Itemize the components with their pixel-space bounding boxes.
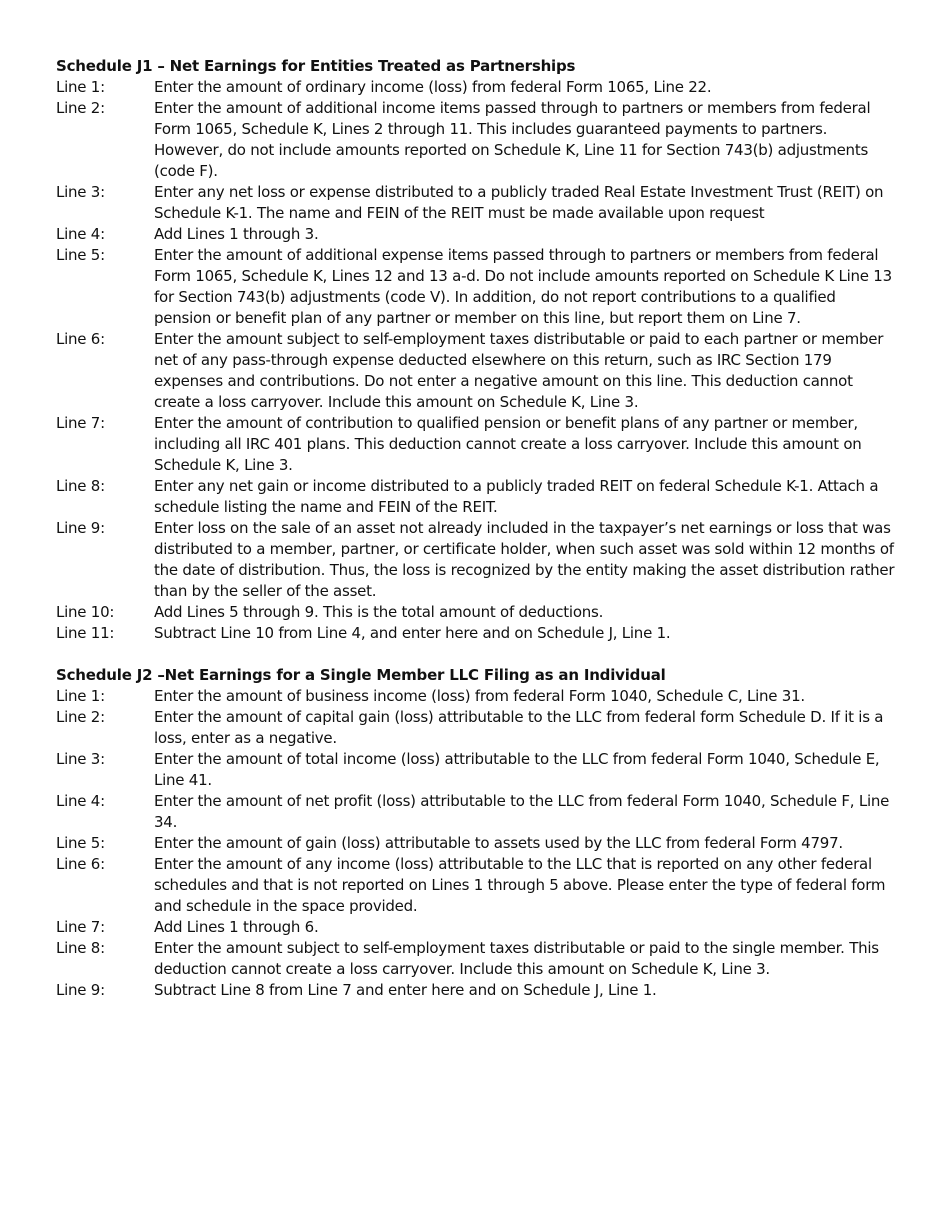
line-label: Line 10: bbox=[56, 603, 115, 621]
line-instruction: Add Lines 5 through 9. This is the total amount of deductions. bbox=[154, 603, 604, 621]
schedule-j1-line-5 bbox=[56, 245, 896, 329]
schedule-j1-line-1 bbox=[56, 77, 896, 98]
schedule-j1-title: Schedule J1 – Net Earnings for Entities Treated as Partnerships bbox=[56, 57, 576, 75]
line-label: Line 1: bbox=[56, 687, 105, 705]
line-instruction: Enter the amount of business income (loss) from federal Form 1040, Schedule C, Line 31. bbox=[154, 687, 805, 705]
line-label: Line 9: bbox=[56, 981, 105, 999]
line-instruction: Enter the amount of ordinary income (loss) from federal Form 1065, Line 22. bbox=[154, 78, 712, 96]
schedule-j2-line-2 bbox=[56, 707, 896, 749]
line-instruction: Enter any net loss or expense distributed to a publicly traded Real Estate Investment Trust (REIT) on Schedule K-1. The name and FEIN of the REIT must be made available upon request bbox=[154, 183, 884, 222]
line-label: Line 1: bbox=[56, 78, 105, 96]
line-label: Line 11: bbox=[56, 624, 115, 642]
line-instruction: Enter the amount of additional expense items passed through to partners or members from federal Form 1065, Schedule K, Lines 12 and 13 a-d. Do not include amounts reported on Schedule K Line 13 for Section 743(b) adjustments (code V). In addition, do not report contributions to a qualified pension or benefit plan of any partner or member on this line, but report them on Line 7. bbox=[154, 246, 892, 327]
line-instruction: Enter the amount of total income (loss) attributable to the LLC from federal Form 1040, Schedule E, Line 41. bbox=[154, 750, 880, 789]
schedule-j2-line-5 bbox=[56, 833, 896, 854]
schedule-j1-line-4 bbox=[56, 224, 896, 245]
schedule-j2-section bbox=[56, 665, 896, 1001]
line-instruction: Enter the amount of net profit (loss) attributable to the LLC from federal Form 1040, Schedule F, Line 34. bbox=[154, 792, 890, 831]
line-label: Line 5: bbox=[56, 246, 105, 264]
line-label: Line 6: bbox=[56, 330, 105, 348]
line-instruction: Add Lines 1 through 3. bbox=[154, 225, 319, 243]
line-instruction: Enter loss on the sale of an asset not already included in the taxpayer’s net earnings or loss that was distributed to a member, partner, or certificate holder, when such asset was sold within 12 months of the date of distribution. Thus, the loss is recognized by the entity making the asset distribution rather than by the seller of the asset. bbox=[154, 519, 895, 600]
schedule-j1-line-7 bbox=[56, 413, 896, 476]
schedule-j1-line-8 bbox=[56, 476, 896, 518]
schedule-j1-line-11 bbox=[56, 623, 896, 644]
schedule-j2-line-7 bbox=[56, 917, 896, 938]
schedule-j2-title: Schedule J2 –Net Earnings for a Single Member LLC Filing as an Individual bbox=[56, 666, 666, 684]
line-label: Line 2: bbox=[56, 708, 105, 726]
schedule-j1-line-9 bbox=[56, 518, 896, 602]
line-label: Line 8: bbox=[56, 939, 105, 957]
line-label: Line 7: bbox=[56, 414, 105, 432]
line-instruction: Enter the amount of capital gain (loss) attributable to the LLC from federal form Schedule D. If it is a loss, enter as a negative. bbox=[154, 708, 884, 747]
line-instruction: Enter the amount subject to self-employment taxes distributable or paid to the single member. This deduction cannot create a loss carryover. Include this amount on Schedule K, Line 3. bbox=[154, 939, 879, 978]
line-instruction: Enter the amount of any income (loss) attributable to the LLC that is reported on any other federal schedules and that is not reported on Lines 1 through 5 above. Please enter the type of federal form and schedule in the space provided. bbox=[154, 855, 886, 915]
schedule-j1-line-6 bbox=[56, 329, 896, 413]
line-instruction: Subtract Line 8 from Line 7 and enter here and on Schedule J, Line 1. bbox=[154, 981, 657, 999]
line-instruction: Enter the amount subject to self-employment taxes distributable or paid to each partner or member net of any pass-through expense deducted elsewhere on this return, such as IRC Section 179 expenses and contributions. Do not enter a negative amount on this line. This deduction cannot create a loss carryover. Include this amount on Schedule K, Line 3. bbox=[154, 330, 884, 411]
line-label: Line 7: bbox=[56, 918, 105, 936]
line-label: Line 3: bbox=[56, 183, 105, 201]
line-label: Line 5: bbox=[56, 834, 105, 852]
line-label: Line 9: bbox=[56, 519, 105, 537]
line-label: Line 8: bbox=[56, 477, 105, 495]
schedule-j1-line-10 bbox=[56, 602, 896, 623]
schedule-j2-line-9 bbox=[56, 980, 896, 1001]
line-label: Line 2: bbox=[56, 99, 105, 117]
schedule-j2-line-8 bbox=[56, 938, 896, 980]
line-instruction: Enter the amount of contribution to qualified pension or benefit plans of any partner or member, including all IRC 401 plans. This deduction cannot create a loss carryover. Include this amount on Schedule K, Line 3. bbox=[154, 414, 862, 474]
line-instruction: Enter the amount of additional income items passed through to partners or members from federal Form 1065, Schedule K, Lines 2 through 11. This includes guaranteed payments to partners. However, do not include amounts reported on Schedule K, Line 11 for Section 743(b) adjustments (code F). bbox=[154, 99, 871, 180]
line-label: Line 6: bbox=[56, 855, 105, 873]
line-label: Line 3: bbox=[56, 750, 105, 768]
schedule-j1-section bbox=[56, 56, 896, 644]
schedule-j1-line-3 bbox=[56, 182, 896, 224]
document-page bbox=[56, 56, 896, 1022]
line-label: Line 4: bbox=[56, 225, 105, 243]
schedule-j2-line-6 bbox=[56, 854, 896, 917]
line-instruction: Enter any net gain or income distributed to a publicly traded REIT on federal Schedule K-1. Attach a schedule listing the name and FEIN of the REIT. bbox=[154, 477, 879, 516]
line-instruction: Add Lines 1 through 6. bbox=[154, 918, 319, 936]
line-instruction: Enter the amount of gain (loss) attributable to assets used by the LLC from federal Form 4797. bbox=[154, 834, 843, 852]
schedule-j1-line-2 bbox=[56, 98, 896, 182]
schedule-j2-line-4 bbox=[56, 791, 896, 833]
line-instruction: Subtract Line 10 from Line 4, and enter here and on Schedule J, Line 1. bbox=[154, 624, 671, 642]
schedule-j2-line-3 bbox=[56, 749, 896, 791]
line-label: Line 4: bbox=[56, 792, 105, 810]
schedule-j2-line-1 bbox=[56, 686, 896, 707]
